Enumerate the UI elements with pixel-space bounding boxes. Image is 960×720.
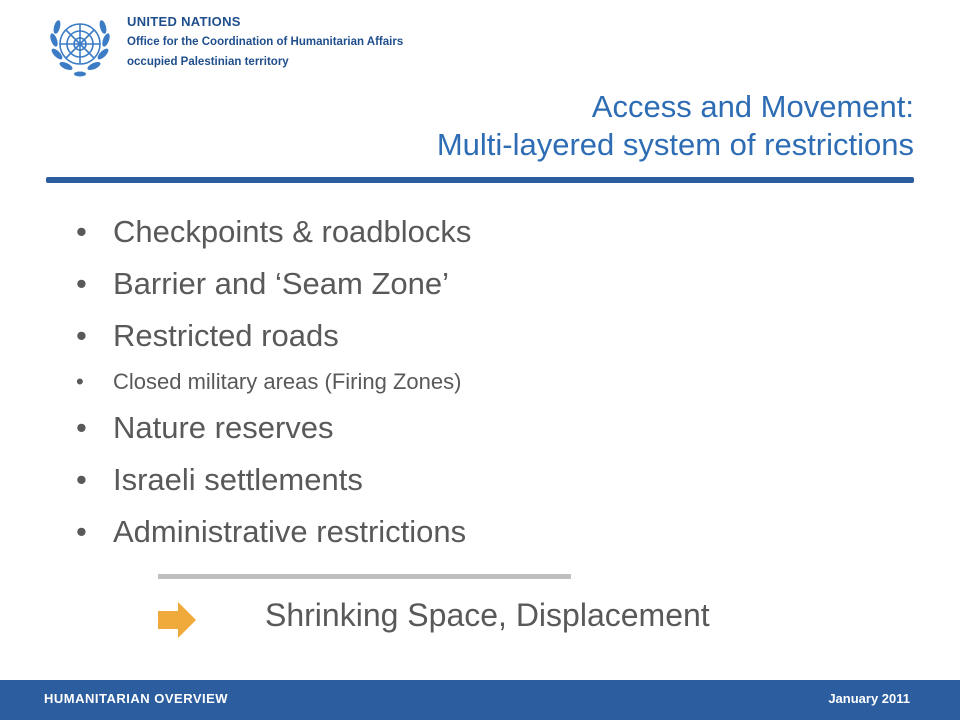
bullet-dot: • bbox=[76, 462, 87, 497]
slide-title-line-1: Access and Movement: bbox=[591, 89, 914, 124]
bullet-text: Israeli settlements bbox=[113, 462, 363, 497]
org-name: UNITED NATIONS bbox=[127, 14, 241, 29]
title-divider bbox=[46, 177, 914, 183]
bullet-item bbox=[76, 402, 471, 454]
bullet-item bbox=[76, 258, 471, 310]
bullet-dot: • bbox=[76, 214, 87, 249]
bullet-item bbox=[76, 310, 471, 362]
footer-label: HUMANITARIAN OVERVIEW bbox=[44, 691, 229, 706]
footer-bar bbox=[0, 680, 960, 720]
bullet-text: Barrier and ‘Seam Zone’ bbox=[113, 266, 449, 301]
bullet-text: Administrative restrictions bbox=[113, 514, 467, 549]
bullet-item bbox=[76, 362, 471, 402]
bullet-text: Closed military areas (Firing Zones) bbox=[113, 369, 462, 394]
un-emblem-icon bbox=[44, 10, 116, 82]
bullet-item bbox=[76, 206, 471, 258]
office-name: Office for the Coordination of Humanitarian Affairs bbox=[127, 36, 404, 48]
bullet-dot: • bbox=[76, 266, 87, 301]
footer-date: January 2011 bbox=[828, 691, 910, 706]
bullet-dot: • bbox=[76, 369, 84, 394]
bullet-item bbox=[76, 454, 471, 506]
bullet-dot: • bbox=[76, 410, 87, 445]
bullet-dot: • bbox=[76, 514, 87, 549]
bullet-item bbox=[76, 506, 471, 558]
bullet-dot: • bbox=[76, 318, 87, 353]
territory-name: occupied Palestinian territory bbox=[127, 56, 289, 68]
bullet-text: Nature reserves bbox=[113, 410, 334, 445]
org-header bbox=[127, 14, 403, 72]
conclusion-text: Shrinking Space, Displacement bbox=[265, 597, 710, 633]
summary-divider bbox=[158, 574, 571, 579]
bullet-list bbox=[76, 206, 471, 558]
slide-title bbox=[437, 88, 914, 164]
slide-title-line-2: Multi-layered system of restrictions bbox=[436, 127, 914, 162]
bullet-text: Restricted roads bbox=[113, 318, 339, 353]
bullet-text: Checkpoints & roadblocks bbox=[113, 214, 472, 249]
right-arrow-icon bbox=[158, 602, 196, 638]
